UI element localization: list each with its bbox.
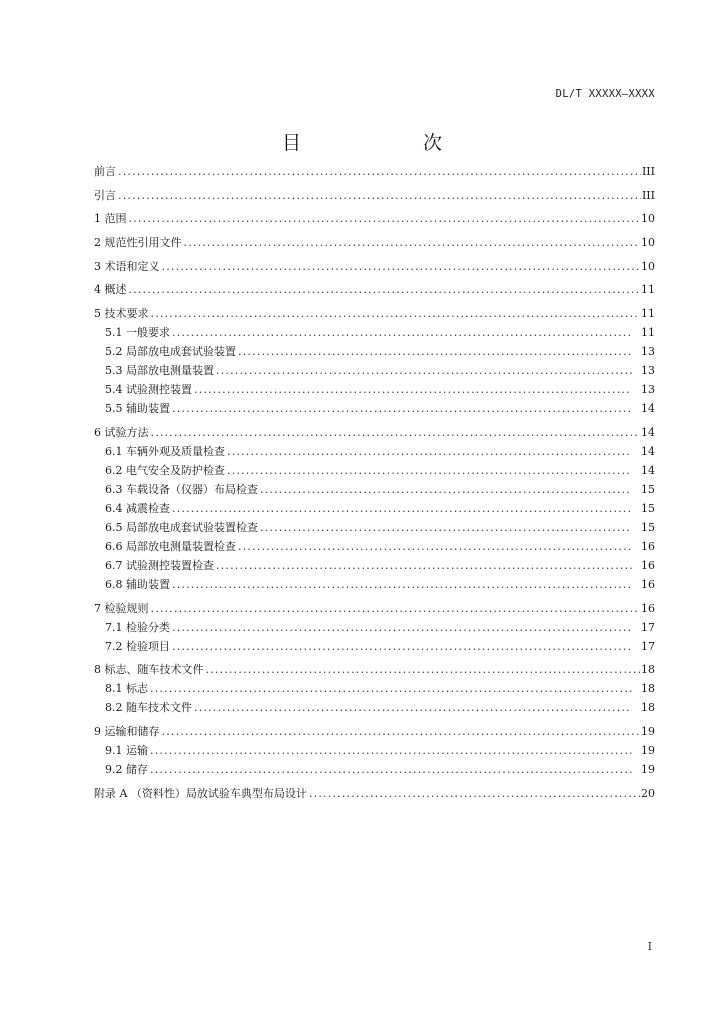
toc-entry-label: 5.1 一般要求 xyxy=(105,326,170,340)
toc-entry-label: 7 检验规则 xyxy=(94,601,149,615)
toc-dot-leader xyxy=(216,556,632,575)
toc-entry-page: 10 xyxy=(641,259,655,273)
toc-dot-leader xyxy=(260,480,632,499)
toc-entry-page: 16 xyxy=(641,601,655,615)
toc-entry-page: 19 xyxy=(641,724,655,738)
toc-entry[interactable] xyxy=(94,518,655,537)
toc-dot-leader xyxy=(172,618,632,637)
toc-entry-page: 10 xyxy=(641,212,655,226)
toc-entry-page: 13 xyxy=(641,383,655,397)
toc-dot-leader xyxy=(172,399,632,418)
toc-dot-leader xyxy=(150,679,632,698)
toc-entry-label: 6.5 局部放电成套试验装置检查 xyxy=(105,520,258,534)
toc-dot-leader xyxy=(129,280,641,299)
toc-entry-label: 6.8 辅助装置 xyxy=(105,577,170,591)
toc-entry-label: 8 标志、随车技术文件 xyxy=(94,663,204,677)
toc-entry-page: 14 xyxy=(641,402,655,416)
toc-entry[interactable] xyxy=(94,679,655,698)
toc-entry-label: 6.7 试验测控装置检查 xyxy=(105,558,214,572)
toc-dot-leader xyxy=(238,342,632,361)
toc-entry-label: 1 范围 xyxy=(94,212,127,226)
toc-entry-page: 18 xyxy=(641,701,655,715)
toc-dot-leader xyxy=(227,442,632,461)
toc-entry[interactable] xyxy=(94,698,655,717)
toc-entry[interactable] xyxy=(94,637,655,656)
toc-entry-label: 3 术语和定义 xyxy=(94,259,160,273)
toc-entry-page: 17 xyxy=(641,639,655,653)
toc-entry-page: 11 xyxy=(641,283,655,297)
toc-entry-label: 5.2 局部放电成套试验装置 xyxy=(105,345,236,359)
toc-dot-leader xyxy=(118,186,641,205)
toc-entry-page: 11 xyxy=(641,307,655,321)
toc-entry-page: 19 xyxy=(641,743,655,757)
toc-dot-leader xyxy=(151,304,641,323)
toc-entry-page: 16 xyxy=(641,577,655,591)
toc-entry[interactable] xyxy=(94,342,655,361)
toc-entry[interactable] xyxy=(94,760,655,779)
toc-entry[interactable] xyxy=(94,186,655,205)
toc-entry[interactable] xyxy=(94,399,655,418)
toc-dot-leader xyxy=(238,537,632,556)
toc-entry-label: 5.4 试验测控装置 xyxy=(105,383,192,397)
toc-entry[interactable] xyxy=(94,361,655,380)
toc-entry-page: 13 xyxy=(641,364,655,378)
toc-entry-page: 18 xyxy=(641,663,655,677)
toc-dot-leader xyxy=(172,637,632,656)
toc-entry[interactable] xyxy=(94,323,655,342)
toc-entry[interactable] xyxy=(94,280,655,299)
toc-entry[interactable] xyxy=(94,233,655,252)
toc-entry-page: III xyxy=(641,165,655,178)
toc-entry[interactable] xyxy=(94,442,655,461)
toc-dot-leader xyxy=(227,461,632,480)
toc-entry-page: 19 xyxy=(641,762,655,776)
toc-dot-leader xyxy=(150,741,632,760)
toc-entry-page: 18 xyxy=(641,682,655,696)
toc-entry-label: 9.1 运输 xyxy=(105,743,148,757)
toc-entry-page: 15 xyxy=(641,520,655,534)
toc-dot-leader xyxy=(216,361,632,380)
toc-entry-label: 9.2 储存 xyxy=(105,762,148,776)
toc-entry-page: 14 xyxy=(641,444,655,458)
toc-entry-label: 附录 A （资料性）局放试验车典型布局设计 xyxy=(94,786,307,800)
toc-entry-page: 14 xyxy=(641,425,655,439)
toc-dot-leader xyxy=(150,760,632,779)
toc-dot-leader xyxy=(162,257,641,276)
table-of-contents xyxy=(94,162,655,803)
toc-entry[interactable] xyxy=(94,660,655,679)
toc-entry-page: 14 xyxy=(641,463,655,477)
toc-entry-label: 6.1 车辆外观及质量检查 xyxy=(105,444,225,458)
toc-dot-leader xyxy=(129,209,641,228)
toc-entry-page: 16 xyxy=(641,558,655,572)
toc-entry-label: 7.2 检验项目 xyxy=(105,639,170,653)
toc-entry-label: 8.1 标志 xyxy=(105,682,148,696)
toc-dot-leader xyxy=(151,599,641,618)
toc-entry[interactable] xyxy=(94,556,655,575)
toc-entry-label: 4 概述 xyxy=(94,283,127,297)
toc-entry-label: 5.3 局部放电测量装置 xyxy=(105,364,214,378)
toc-dot-leader xyxy=(260,518,632,537)
toc-entry[interactable] xyxy=(94,162,655,181)
toc-entry[interactable] xyxy=(94,599,655,618)
toc-entry-page: 10 xyxy=(641,236,655,250)
toc-dot-leader xyxy=(184,233,641,252)
toc-entry[interactable] xyxy=(94,461,655,480)
toc-entry-page: 11 xyxy=(641,326,655,340)
toc-entry[interactable] xyxy=(94,575,655,594)
toc-dot-leader xyxy=(194,698,632,717)
toc-entry-label: 6 试验方法 xyxy=(94,425,149,439)
toc-entry-page: III xyxy=(641,188,655,202)
toc-entry[interactable] xyxy=(94,741,655,760)
toc-entry[interactable] xyxy=(94,618,655,637)
toc-entry-label: 6.3 车载设备（仪器）布局检查 xyxy=(105,482,258,496)
toc-entry-page: 16 xyxy=(641,539,655,553)
toc-entry-page: 15 xyxy=(641,501,655,515)
toc-dot-leader xyxy=(172,575,632,594)
toc-entry[interactable] xyxy=(94,209,655,228)
toc-dot-leader xyxy=(172,499,632,518)
page-number: I xyxy=(647,940,652,953)
toc-dot-leader xyxy=(162,722,641,741)
toc-entry-label: 9 运输和储存 xyxy=(94,724,160,738)
toc-entry[interactable] xyxy=(94,380,655,399)
toc-entry-label: 6.2 电气安全及防护检查 xyxy=(105,463,225,477)
toc-entry[interactable] xyxy=(94,257,655,276)
toc-entry[interactable] xyxy=(94,537,655,556)
toc-entry[interactable] xyxy=(94,304,655,323)
toc-title: 目 次 xyxy=(281,132,470,154)
toc-entry-page: 17 xyxy=(641,620,655,634)
document-code: DL/T XXXXX—XXXX xyxy=(555,88,655,100)
toc-entry-label: 8.2 随车技术文件 xyxy=(105,701,192,715)
toc-dot-leader xyxy=(151,423,641,442)
toc-entry[interactable] xyxy=(94,499,655,518)
toc-dot-leader xyxy=(118,162,641,181)
toc-dot-leader xyxy=(194,380,632,399)
toc-entry-page: 15 xyxy=(641,482,655,496)
toc-entry-label: 6.6 局部放电测量装置检查 xyxy=(105,539,236,553)
toc-entry[interactable] xyxy=(94,480,655,499)
toc-entry-label: 引言 xyxy=(94,188,116,202)
toc-entry-label: 5 技术要求 xyxy=(94,307,149,321)
toc-entry[interactable] xyxy=(94,423,655,442)
toc-dot-leader xyxy=(206,660,641,679)
toc-entry-label: 7.1 检验分类 xyxy=(105,620,170,634)
toc-entry[interactable] xyxy=(94,722,655,741)
toc-dot-leader xyxy=(172,323,632,342)
toc-dot-leader xyxy=(309,784,640,803)
toc-entry-label: 5.5 辅助装置 xyxy=(105,402,170,416)
toc-entry-label: 前言 xyxy=(94,165,116,178)
toc-entry[interactable] xyxy=(94,784,655,803)
toc-entry-page: 13 xyxy=(641,345,655,359)
toc-entry-label: 2 规范性引用文件 xyxy=(94,236,182,250)
toc-entry-page: 20 xyxy=(641,786,655,800)
toc-entry-label: 6.4 减震检查 xyxy=(105,501,170,515)
